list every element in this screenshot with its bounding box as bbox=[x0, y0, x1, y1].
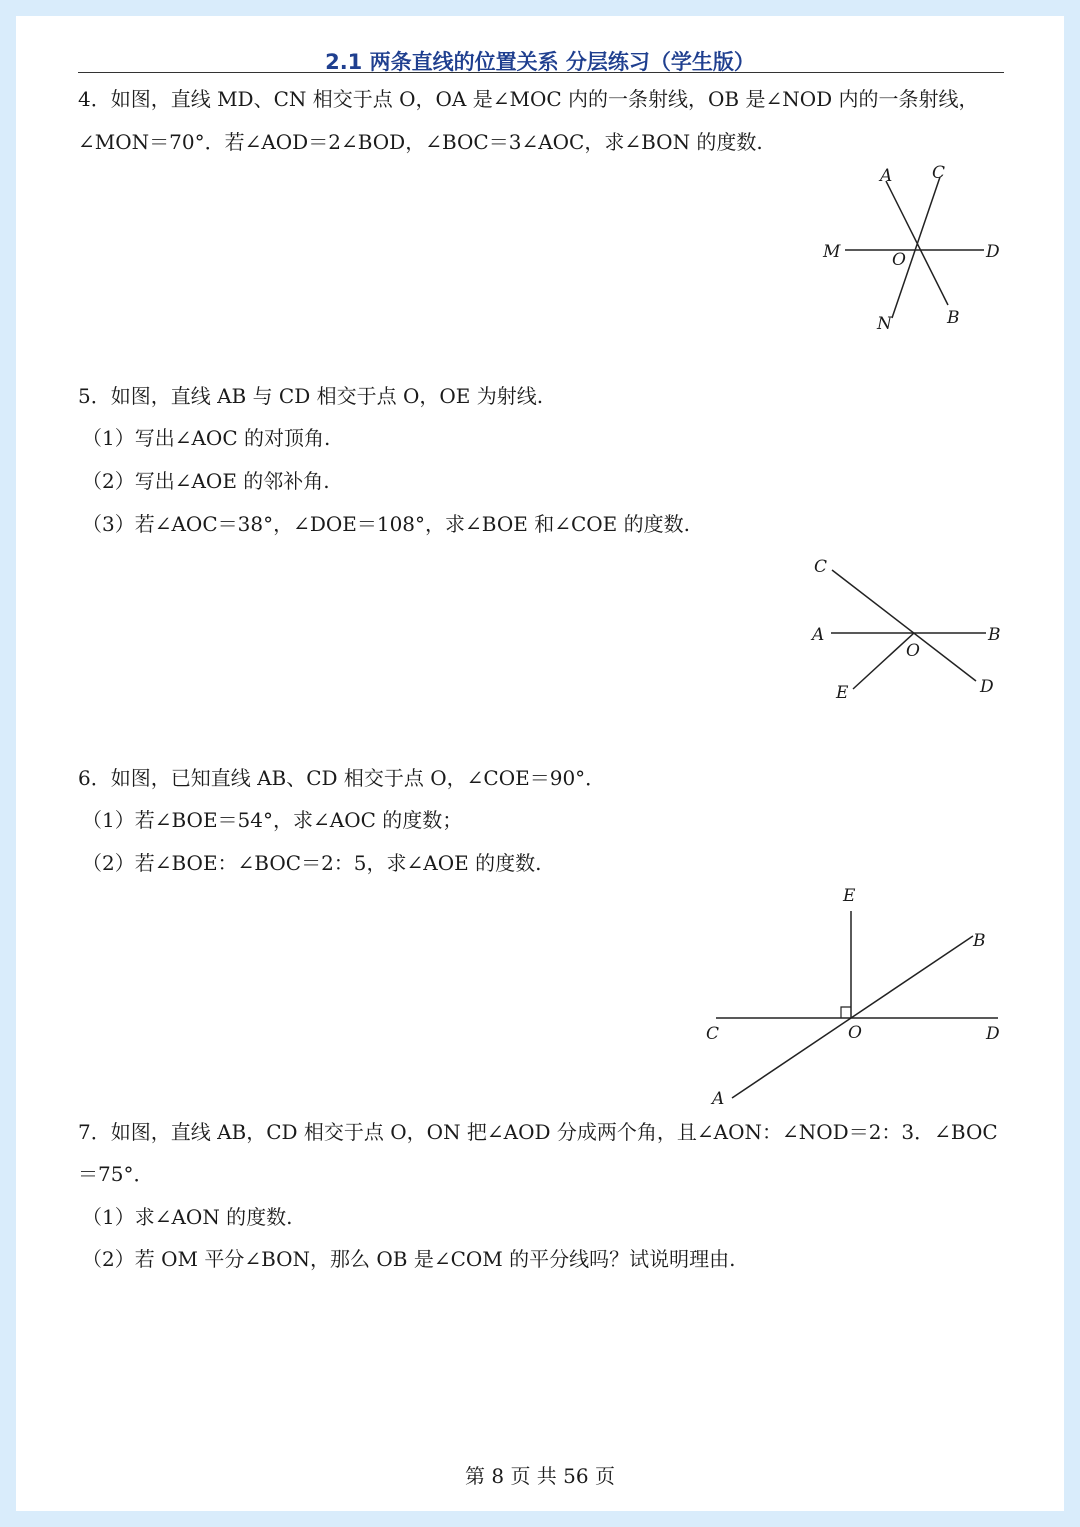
q5-part-3: （3）若∠AOC＝38°，∠DOE＝108°，求∠BOE 和∠COE 的度数. bbox=[82, 512, 690, 536]
label-A: A bbox=[712, 1089, 725, 1109]
label-D: D bbox=[980, 677, 994, 697]
page-number-footer: 第 8 页 共 56 页 bbox=[465, 1464, 615, 1488]
label-E: E bbox=[836, 683, 849, 703]
label-B: B bbox=[947, 308, 960, 328]
q5-part-2: （2）写出∠AOE 的邻补角. bbox=[82, 469, 330, 493]
label-A: A bbox=[812, 625, 825, 645]
q4-line-2: ∠MON＝70°．若∠AOD＝2∠BOD，∠BOC＝3∠AOC，求∠BON 的度数. bbox=[78, 130, 763, 154]
label-O: O bbox=[848, 1023, 862, 1043]
label-O: O bbox=[892, 250, 906, 270]
figure-q6 bbox=[696, 881, 1016, 1111]
label-B: B bbox=[988, 625, 1001, 645]
q7-part-2: （2）若 OM 平分∠BON，那么 OB 是∠COM 的平分线吗？试说明理由. bbox=[82, 1247, 736, 1271]
label-D: D bbox=[986, 1024, 1000, 1044]
label-O: O bbox=[906, 641, 920, 661]
label-D: D bbox=[986, 242, 1000, 262]
label-E: E bbox=[843, 886, 856, 906]
figure-q4 bbox=[816, 161, 1006, 341]
q5-part-1: （1）写出∠AOC 的对顶角. bbox=[82, 426, 331, 450]
label-C: C bbox=[814, 557, 828, 577]
header-divider bbox=[78, 72, 1004, 73]
label-B: B bbox=[973, 931, 986, 951]
q4-line-1: 4．如图，直线 MD、CN 相交于点 O，OA 是∠MOC 内的一条射线，OB 是∠NOD 内的一条射线， bbox=[78, 87, 979, 111]
label-A: A bbox=[880, 166, 893, 186]
worksheet-page bbox=[16, 16, 1064, 1511]
label-M: M bbox=[823, 242, 841, 262]
q5-stem: 5．如图，直线 AB 与 CD 相交于点 O，OE 为射线. bbox=[78, 384, 544, 408]
q7-part-1: （1）求∠AON 的度数. bbox=[82, 1205, 293, 1229]
q6-part-2: （2）若∠BOE：∠BOC＝2：5，求∠AOE 的度数. bbox=[82, 851, 542, 875]
q7-line-2: ＝75°． bbox=[78, 1162, 154, 1186]
q6-stem: 6．如图，已知直线 AB、CD 相交于点 O，∠COE＝90°． bbox=[78, 766, 606, 790]
label-C: C bbox=[932, 163, 946, 183]
label-N: N bbox=[877, 314, 892, 334]
q6-part-1: （1）若∠BOE＝54°，求∠AOC 的度数； bbox=[82, 808, 463, 832]
q7-line-1: 7．如图，直线 AB，CD 相交于点 O，ON 把∠AOD 分成两个角，且∠AON：∠NOD＝2：3．∠BOC bbox=[78, 1120, 998, 1144]
label-C: C bbox=[706, 1024, 720, 1044]
page-header-title: 2.1 两条直线的位置关系 分层练习（学生版） bbox=[325, 50, 755, 74]
figure-q5 bbox=[806, 551, 1016, 711]
